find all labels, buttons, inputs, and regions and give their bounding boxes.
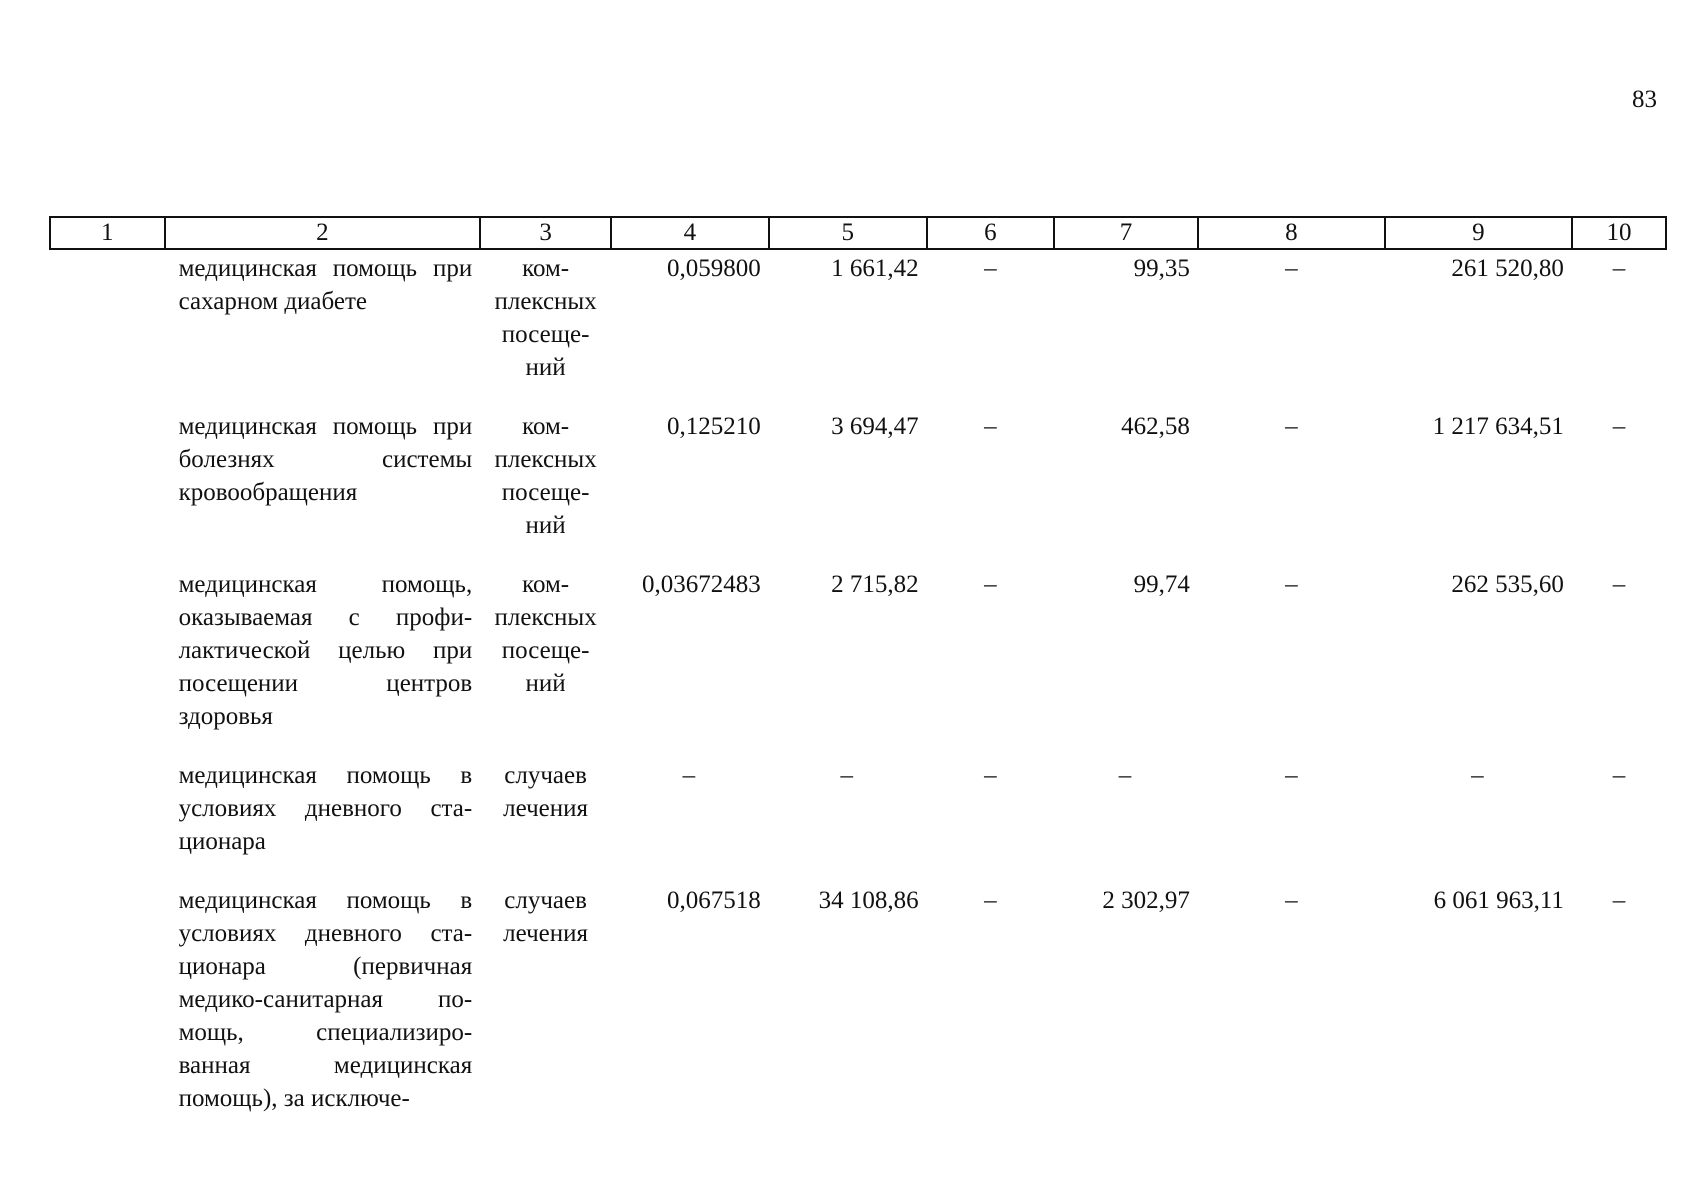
service-name-cell: медицинская помощь в условиях дневного ста-ционара (первичная медико-санитарная по-мощь, специализиро-ванная медицинская помощь), за исключе- [178,887,473,1112]
table-row [50,410,1666,568]
value-cell-col-6: – [984,413,997,440]
value-cell-col-4: 0,03672483 [642,571,761,598]
value-cell-col-10: – [1612,762,1626,789]
service-name-cell: медицинская помощь при сахарном диабете [178,255,473,315]
service-name-cell: медицинская помощь в условиях дневного ста-ционара [178,762,473,855]
unit-cell: ком- плексных посеще- ний [494,571,597,697]
column-header: 7 [1054,217,1198,249]
column-header: 8 [1198,217,1385,249]
column-header: 3 [480,217,611,249]
value-cell-col-6: – [984,762,997,789]
value-cell-col-10: – [1612,887,1626,914]
table-row [50,249,1666,410]
value-cell-col-5: 34 108,86 [818,887,919,914]
unit-cell: случаев лечения [503,762,589,822]
column-header: 5 [769,217,927,249]
column-header: 2 [165,217,481,249]
cell-col-1 [50,759,165,884]
value-cell-col-7: 99,74 [1133,571,1190,598]
value-cell-col-6: – [984,571,997,598]
column-number-header [50,217,1666,249]
value-cell-col-9: 1 217 634,51 [1432,413,1564,440]
column-header: 1 [50,217,165,249]
value-cell-col-7: 99,35 [1133,255,1190,282]
column-header: 9 [1385,217,1572,249]
table-row [50,568,1666,759]
unit-cell: ком- плексных посеще- ний [494,413,597,539]
value-cell-col-8: – [1285,255,1298,282]
value-cell-col-9: 262 535,60 [1451,571,1564,598]
value-cell-col-8: – [1285,413,1298,440]
value-cell-col-7: – [1118,762,1132,789]
value-cell-col-10: – [1612,413,1626,440]
cell-col-1 [50,884,165,1141]
cell-col-1 [50,568,165,759]
table-row [50,884,1666,1141]
value-cell-col-5: – [840,762,853,789]
column-header: 4 [611,217,769,249]
value-cell-col-7: 462,58 [1121,413,1190,440]
value-cell-col-9: 6 061 963,11 [1433,887,1564,914]
unit-cell: случаев лечения [503,887,589,947]
column-header: 6 [927,217,1055,249]
value-cell-col-10: – [1612,255,1626,282]
value-cell-col-4: 0,059800 [667,255,761,282]
value-cell-col-4: 0,125210 [667,413,761,440]
cell-col-1 [50,410,165,568]
unit-cell: ком- плексных посеще- ний [494,255,597,381]
value-cell-col-4: – [682,762,696,789]
page-number: 83 [1632,86,1657,113]
value-cell-col-8: – [1285,887,1298,914]
value-cell-col-9: 261 520,80 [1451,255,1564,282]
value-cell-col-6: – [984,887,997,914]
table-row [50,759,1666,884]
value-cell-col-5: 3 694,47 [831,413,919,440]
cell-col-1 [50,249,165,410]
value-cell-col-8: – [1285,762,1298,789]
service-name-cell: медицинская помощь при болезнях системы кровообращения [178,413,473,506]
value-cell-col-4: 0,067518 [667,887,761,914]
value-cell-col-5: 2 715,82 [831,571,919,598]
column-header: 10 [1572,217,1666,249]
value-cell-col-10: – [1612,571,1626,598]
value-cell-col-5: 1 661,42 [831,255,919,282]
value-cell-col-7: 2 302,97 [1102,887,1190,914]
value-cell-col-6: – [984,255,997,282]
value-cell-col-8: – [1285,571,1298,598]
service-name-cell: медицинская помощь, оказываемая с профи-лактической целью при посещении центров здоровья [178,571,473,730]
value-cell-col-9: – [1471,762,1484,789]
data-table [49,216,1667,1141]
